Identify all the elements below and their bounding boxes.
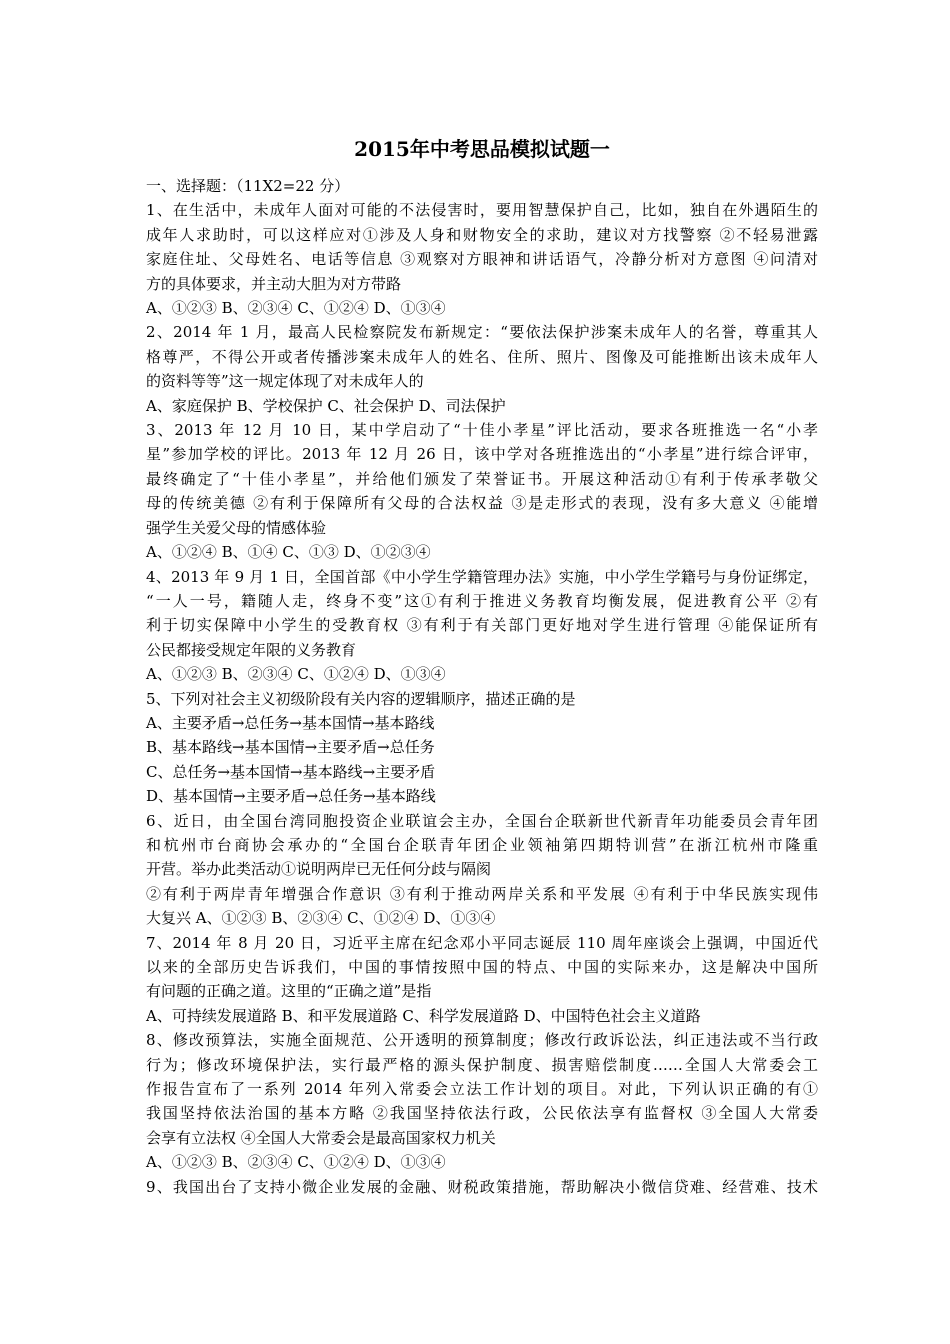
text-line: ②有利于两岸青年增强合作意识 ③有利于推动两岸关系和平发展 ④有利于中华民族实现伟	[146, 884, 818, 903]
document-body	[146, 174, 818, 1199]
text-line: 8、修改预算法，实施全面规范、公开透明的预算制度；修改行政诉讼法，纠正违法或不当行政	[146, 1031, 818, 1050]
text-line: 利于切实保障中小学生的受教育权 ③有利于有关部门更好地对学生进行管理 ④能保证所有	[146, 616, 818, 635]
text-line: 和杭州市台商协会承办的“全国台企联青年团企业领袖第四期特训营”在浙江杭州市隆重	[146, 835, 818, 854]
text-line: A、①②③ B、②③④ C、①②④ D、①③④	[146, 1153, 446, 1172]
text-line: 家庭住址、父母姓名、电话等信息 ③观察对方眼神和讲话语气，冷静分析对方意图 ④问清对	[146, 250, 818, 269]
text-line: 公民都接受规定年限的义务教育	[146, 640, 357, 659]
text-line: B、基本路线→基本国情→主要矛盾→总任务	[146, 738, 435, 757]
text-line: 母的传统美德 ②有利于保障所有父母的合法权益 ③是走形式的表现，没有多大意义 ④能增	[146, 494, 818, 513]
text-line: 开营。举办此类活动①说明两岸已无任何分歧与隔阂	[146, 860, 492, 879]
text-line: A、主要矛盾→总任务→基本国情→基本路线	[146, 713, 435, 732]
text-line: A、①②④ B、①④ C、①③ D、①②③④	[146, 543, 431, 562]
text-line: 会享有立法权 ④全国人大常委会是最高国家权力机关	[146, 1128, 496, 1147]
text-line: D、基本国情→主要矛盾→总任务→基本路线	[146, 787, 436, 806]
text-line: 7、2014 年 8 月 20 日，习近平主席在纪念邓小平同志诞辰 110 周年座谈会上强调，中国近代	[146, 933, 818, 952]
text-line: 星”参加学校的评比。2013 年 12 月 26 日，该中学对各班推选出的“小孝星”进行综合评审，	[146, 445, 818, 464]
text-line: 我国坚持依法治国的基本方略 ②我国坚持依法行政，公民依法享有监督权 ③全国人大常委	[146, 1104, 818, 1123]
text-line: 9、我国出台了支持小微企业发展的金融、财税政策措施，帮助解决小微信贷难、经营难、技术	[146, 1177, 818, 1196]
text-line: 作报告宣布了一系列 2014 年列入常委会立法工作计划的项目。对此，下列认识正确的有①	[146, 1080, 818, 1099]
text-line: 有问题的正确之道。这里的“正确之道”是指	[146, 982, 432, 1001]
text-line: A、家庭保护 B、学校保护 C、社会保护 D、司法保护	[146, 396, 506, 415]
text-line: “一人一号，籍随人走，终身不变”这①有利于推进义务教育均衡发展，促进教育公平 ②有	[146, 591, 818, 610]
text-line: 以来的全部历史告诉我们，中国的事情按照中国的特点、中国的实际来办，这是解决中国所	[146, 958, 818, 976]
text-line: 一、选择题：（11X2=22 分）	[146, 177, 350, 195]
text-line: 6、近日，由全国台湾同胞投资企业联谊会主办，全国台企联新世代新青年功能委员会青年团	[146, 811, 818, 830]
text-line: 3、2013 年 12 月 10 日，某中学启动了“十佳小孝星”评比活动，要求各班推选一名“小孝	[146, 421, 818, 440]
text-line: 5、下列对社会主义初级阶段有关内容的逻辑顺序，描述正确的是	[146, 689, 576, 708]
text-line: 格尊严，不得公开或者传播涉案未成年人的姓名、住所、照片、图像及可能推断出该未成年人	[146, 347, 818, 366]
text-line: A、可持续发展道路 B、和平发展道路 C、科学发展道路 D、中国特色社会主义道路	[146, 1006, 701, 1025]
text-line: 行为；修改环境保护法，实行最严格的源头保护制度、损害赔偿制度……全国人大常委会工	[146, 1055, 818, 1074]
text-line: 1、在生活中，未成年人面对可能的不法侵害时，要用智慧保护自己，比如，独自在外遇陌生的	[146, 201, 818, 220]
text-line: 成年人求助时，可以这样应对①涉及人身和财物安全的求助，建议对方找警察 ②不轻易泄露	[146, 225, 818, 244]
text-line: 4、2013 年 9 月 1 日，全国首部《中小学生学籍管理办法》实施，中小学生学籍号与身份证绑定，	[146, 567, 818, 586]
text-line: 大复兴 A、①②③ B、②③④ C、①②④ D、①③④	[146, 909, 496, 928]
text-line: 2、2014 年 1 月，最高人民检察院发布新规定：“要依法保护涉案未成年人的名誉，尊重其人	[146, 323, 818, 342]
text-line: A、①②③ B、②③④ C、①②④ D、①③④	[146, 299, 446, 318]
document-title: 2015年中考思品模拟试题一	[354, 137, 610, 161]
text-line: A、①②③ B、②③④ C、①②④ D、①③④	[146, 665, 446, 684]
text-line: 的资料等等”这一规定体现了对未成年人的	[146, 372, 424, 391]
text-line: 方的具体要求，并主动大胆为对方带路	[146, 274, 402, 293]
text-line: 最终确定了“十佳小孝星”，并给他们颁发了荣誉证书。开展这种活动①有利于传承孝敬父	[146, 469, 818, 488]
text-line: C、总任务→基本国情→基本路线→主要矛盾	[146, 762, 436, 781]
document-page	[146, 134, 818, 1199]
text-line: 强学生关爱父母的情感体验	[146, 518, 327, 537]
